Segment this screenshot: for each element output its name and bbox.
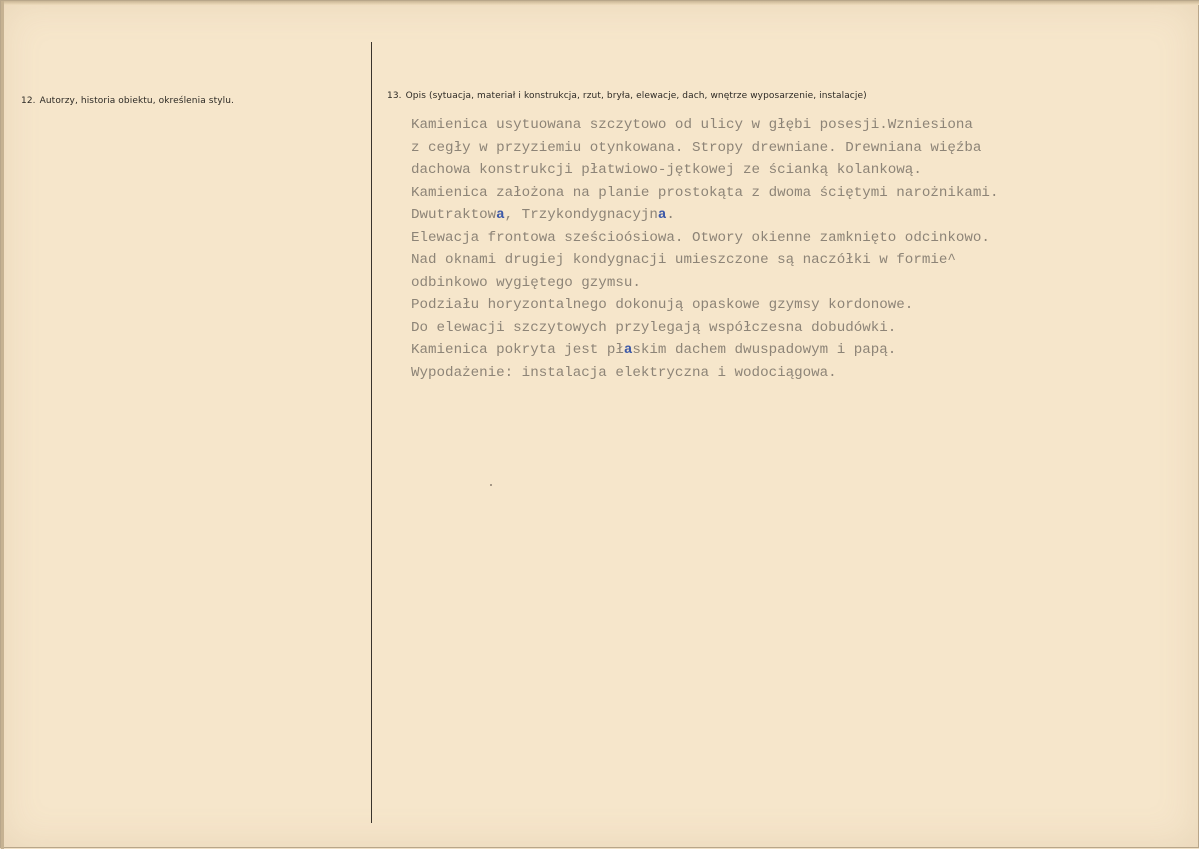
typed-text: Dwutraktow	[411, 207, 497, 223]
typed-line	[411, 114, 998, 137]
ink-speck	[490, 484, 492, 486]
typed-text: odbinkowo wygiętego gzymsu.	[411, 274, 641, 291]
typed-line	[411, 137, 998, 160]
typed-text: Elewacja frontowa sześcioósiowa. Otwory okienne zamknięto odcinkowo.	[411, 229, 990, 246]
typed-text: Wypodażenie: instalacja elektryczna i wodociągowa.	[411, 364, 837, 381]
handwritten-correction: a	[623, 342, 633, 358]
typed-description	[411, 114, 998, 384]
typed-text: Kamienica usytuowana szczytowo od ulicy w głębi posesji.Wzniesiona	[411, 117, 973, 133]
column-divider	[371, 42, 372, 823]
typed-line	[411, 249, 998, 272]
section-13-number: 13.	[387, 91, 402, 101]
typed-text: Podziału horyzontalnego dokonują opaskowe gzymsy kordonowe.	[411, 297, 914, 313]
typed-line	[411, 227, 998, 250]
typed-text: , Trzykondygnacyjn	[504, 207, 658, 223]
typed-line	[411, 204, 998, 227]
section-13-title: Opis (sytuacja, materiał i konstrukcja, rzut, bryła, elewacje, dach, wnętrze wyposarzenie, instalacje)	[405, 91, 867, 101]
card-top-edge	[1, 1, 1199, 5]
typed-text: Kamienica założona na planie prostokąta z dwoma ściętymi narożnikami.	[411, 184, 999, 201]
typed-text: Nad oknami drugiej kondygnacji umieszczone są naczółki w formie^	[411, 252, 956, 268]
typed-line	[411, 317, 998, 340]
typed-line	[411, 182, 998, 205]
section-13-label	[387, 91, 867, 101]
section-12-title: Autorzy, historia obiektu, określenia stylu.	[39, 96, 234, 106]
handwritten-correction: a	[657, 207, 667, 223]
typed-text: skim dachem dwuspadowym i papą.	[632, 342, 897, 358]
typed-line	[411, 362, 998, 385]
typed-line	[411, 339, 998, 362]
typed-text: .	[666, 207, 675, 223]
typed-line	[411, 272, 998, 295]
typed-line	[411, 294, 998, 317]
card-left-edge	[1, 1, 4, 849]
typed-text: z cegły w przyziemiu otynkowana. Stropy drewniane. Drewniana więźba	[411, 139, 982, 156]
typed-text: Kamienica pokryta jest pł	[411, 342, 624, 358]
typed-text: Do elewacji szczytowych przylegają współczesna dobudówki.	[411, 319, 897, 336]
section-12-label	[21, 96, 234, 106]
section-12-number: 12.	[21, 96, 36, 106]
typed-text: dachowa konstrukcji płatwiowo-jętkowej ze ścianką kolankową.	[411, 162, 922, 178]
handwritten-correction: a	[496, 207, 505, 223]
typed-line	[411, 159, 998, 182]
